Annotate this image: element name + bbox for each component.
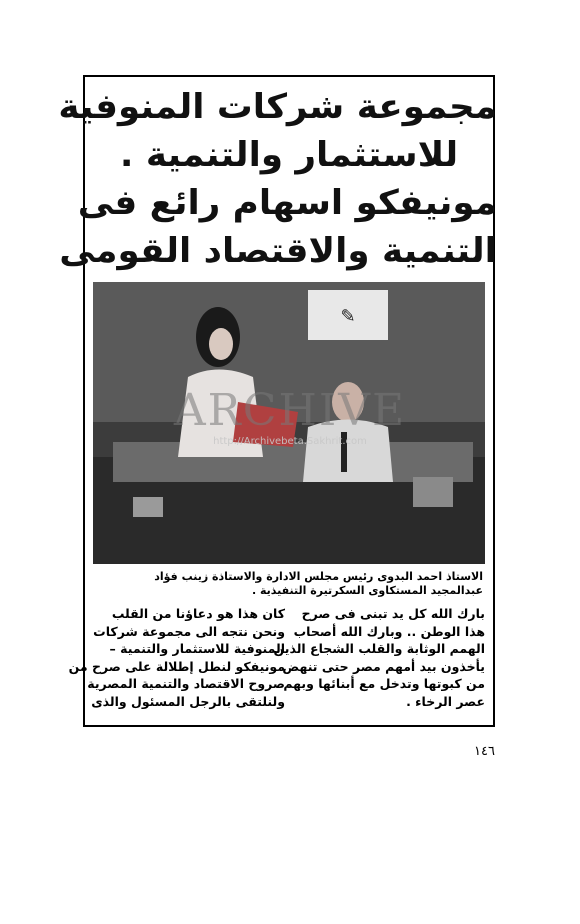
- headline-line: التنمية والاقتصاد القومى: [59, 231, 497, 271]
- column-line: الهمم الوثابة والقلب الشجاع الذين: [273, 641, 485, 657]
- article-column-left: [68, 605, 285, 711]
- column-line: صروح الاقتصاد والتنمية المصرية: [87, 676, 285, 692]
- column-line: ولنلتقى بالرجل المسئول والذى: [91, 693, 285, 709]
- headline-line: مجموعة شركات المنوفية: [58, 87, 497, 127]
- page-number: ١٤٦: [474, 744, 495, 759]
- column-line: المنوفية للاستثمار والتنمية –: [109, 641, 285, 657]
- column-line: بارك الله كل يد تبنى فى صرح: [301, 606, 485, 621]
- headline: [58, 83, 497, 275]
- article-frame: [58, 75, 497, 727]
- watermark-url: http://Archivebeta.Sakhrit.com: [213, 436, 367, 447]
- column-line: هذا الوطن .. وبارك الله أصحاب: [293, 623, 485, 639]
- caption-line: عبدالمجيد المستكاوى السكرتيرة التنفيذية .: [251, 584, 483, 597]
- column-line: كان هذا هو دعاؤنا من القلب: [111, 606, 285, 621]
- column-line: ونحن نتجه الى مجموعة شركات: [93, 623, 285, 639]
- column-line: يأخذون بيد أمهم مصر حتى تنهض: [282, 658, 485, 674]
- column-line: من كبوتها وتدخل مع أبنائها وبهم: [283, 676, 485, 692]
- column-line: عصر الرخاء .: [406, 693, 485, 709]
- photo-illustration: [93, 282, 485, 564]
- watermark-text: ARCHIVE: [173, 385, 407, 436]
- article-column-right: [273, 605, 485, 711]
- svg-text:✎: ✎: [340, 306, 356, 327]
- caption-line: الاستاذ احمد البدوى رئيس مجلس الادارة والاستاذة زينب فؤاد: [154, 570, 483, 583]
- headline-line: للاستثمار والتنمية .: [119, 135, 459, 175]
- photo-caption: [95, 570, 483, 598]
- headline-line: مونيفكو اسهام رائع فى: [77, 183, 497, 223]
- article-photo: [93, 282, 485, 564]
- column-line: مونيفكو لنطل إطلالة على صرح من: [68, 658, 285, 674]
